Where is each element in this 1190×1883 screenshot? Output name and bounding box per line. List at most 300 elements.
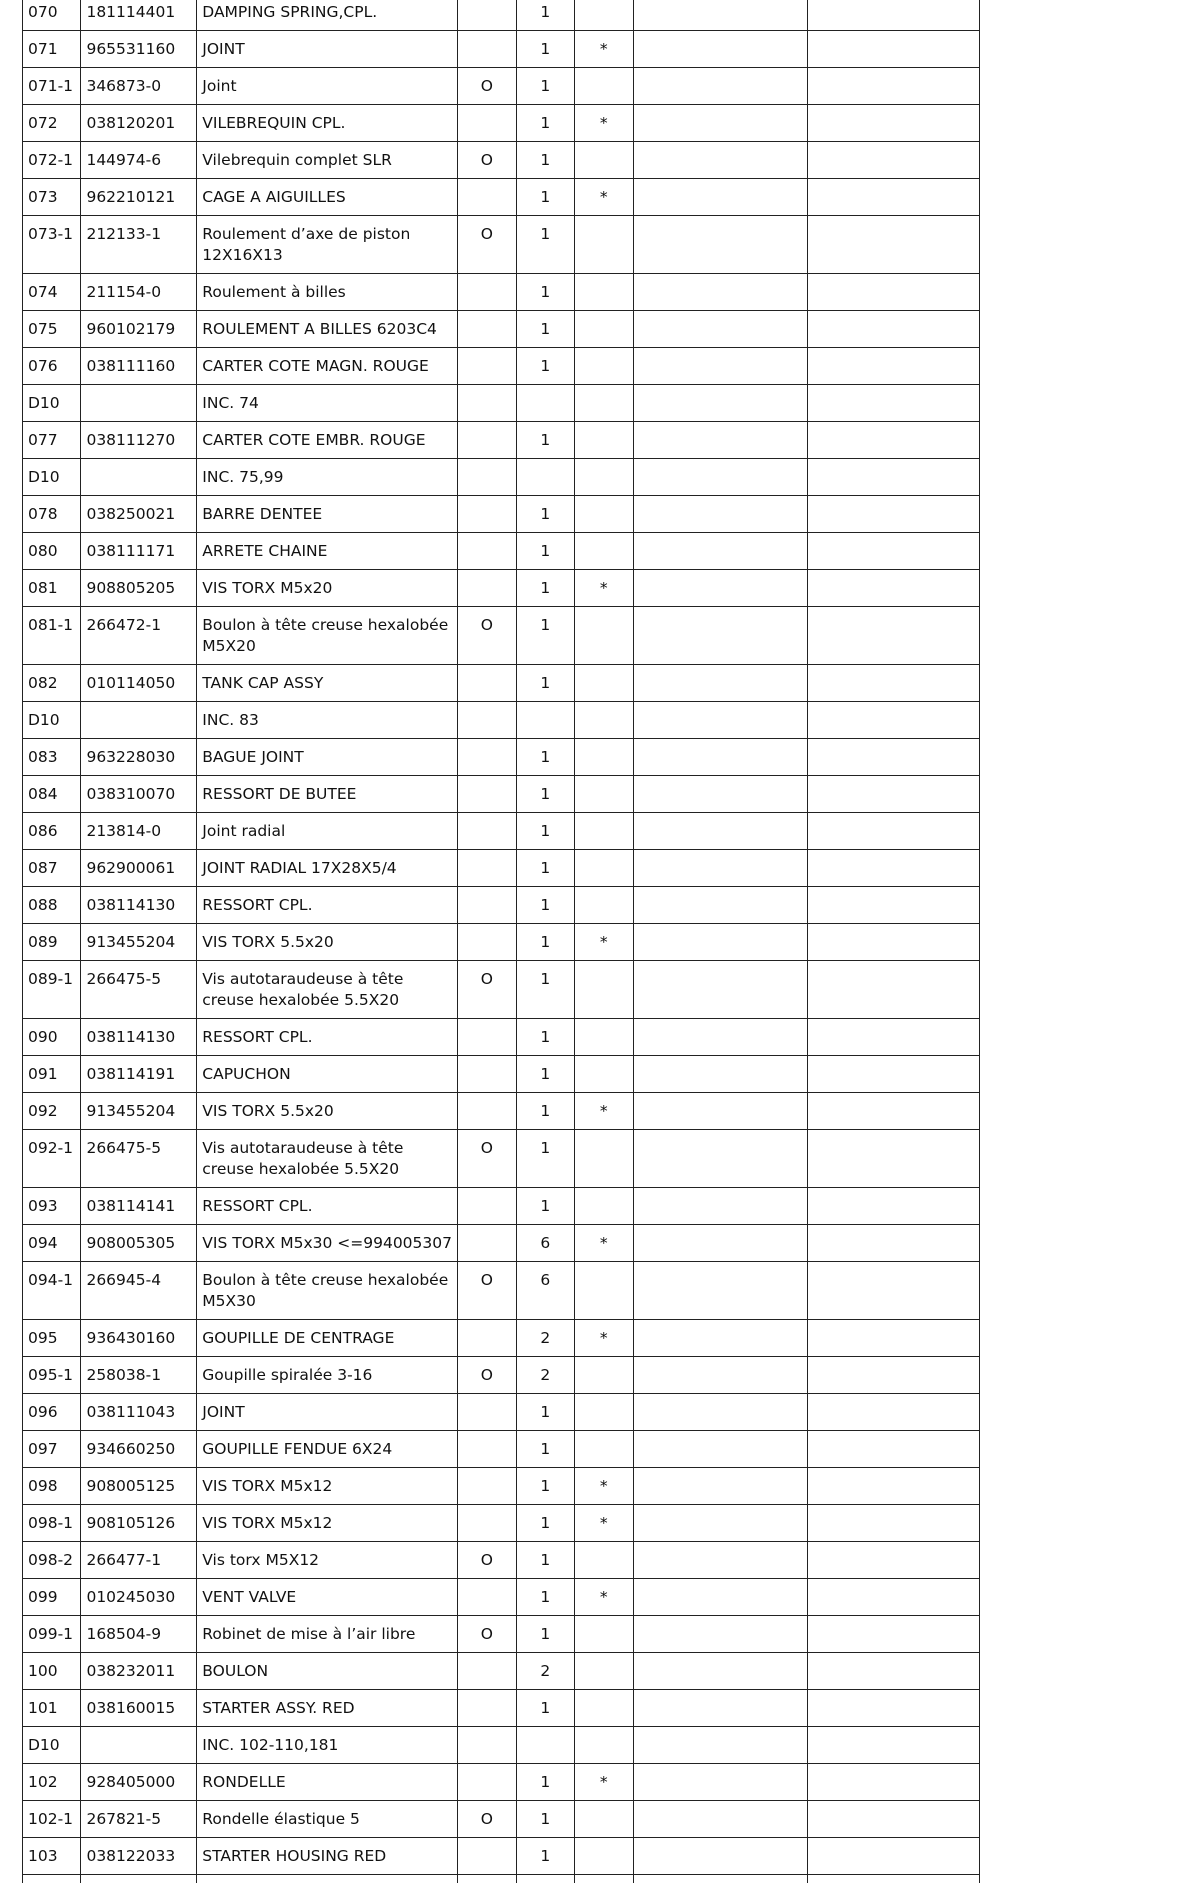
blank-cell-1	[633, 459, 807, 496]
ref-cell: D10	[23, 1727, 81, 1764]
mark-cell	[575, 1727, 633, 1764]
part-number-cell: 266477-1	[81, 1542, 197, 1579]
option-cell	[458, 1188, 516, 1225]
table-row	[23, 1019, 980, 1056]
table-row	[23, 311, 980, 348]
blank-cell-1	[633, 1262, 807, 1320]
blank-cell-2	[807, 1394, 979, 1431]
ref-cell: D10	[23, 702, 81, 739]
blank-cell-2	[807, 142, 979, 179]
description-cell: BARRE DENTEE	[197, 496, 458, 533]
description-cell: INC. 75,99	[197, 459, 458, 496]
part-number-cell: 038111043	[81, 1394, 197, 1431]
mark-cell: *	[575, 1093, 633, 1130]
ref-cell: 071	[23, 31, 81, 68]
table-row	[23, 348, 980, 385]
table-row	[23, 496, 980, 533]
option-cell	[458, 702, 516, 739]
option-cell: O	[458, 1801, 516, 1838]
description-cell: GOUPILLE FENDUE 6X24	[197, 1431, 458, 1468]
continuation-cell	[516, 1875, 574, 1883]
ref-cell: 081-1	[23, 607, 81, 665]
quantity-cell: 2	[516, 1653, 574, 1690]
blank-cell-1	[633, 1320, 807, 1357]
blank-cell-1	[633, 1188, 807, 1225]
ref-cell: 097	[23, 1431, 81, 1468]
description-cell: VIS TORX M5x20	[197, 570, 458, 607]
option-cell	[458, 1320, 516, 1357]
table-row	[23, 1727, 980, 1764]
quantity-cell: 1	[516, 961, 574, 1019]
mark-cell	[575, 607, 633, 665]
blank-cell-1	[633, 1357, 807, 1394]
option-cell: O	[458, 1616, 516, 1653]
option-cell: O	[458, 142, 516, 179]
quantity-cell: 1	[516, 1616, 574, 1653]
mark-cell	[575, 1262, 633, 1320]
part-number-cell: 266945-4	[81, 1262, 197, 1320]
blank-cell-2	[807, 385, 979, 422]
part-number-cell: 038114141	[81, 1188, 197, 1225]
blank-cell-1	[633, 924, 807, 961]
mark-cell	[575, 665, 633, 702]
quantity-cell: 1	[516, 813, 574, 850]
option-cell	[458, 1225, 516, 1262]
ref-cell: 071-1	[23, 68, 81, 105]
option-cell	[458, 533, 516, 570]
table-row	[23, 1838, 980, 1875]
part-number-cell	[81, 1727, 197, 1764]
ref-cell: 073	[23, 179, 81, 216]
ref-cell: D10	[23, 459, 81, 496]
blank-cell-1	[633, 348, 807, 385]
blank-cell-1	[633, 1093, 807, 1130]
blank-cell-1	[633, 1130, 807, 1188]
blank-cell-2	[807, 1542, 979, 1579]
ref-cell: 095	[23, 1320, 81, 1357]
mark-cell	[575, 0, 633, 31]
mark-cell: *	[575, 924, 633, 961]
ref-cell: 088	[23, 887, 81, 924]
quantity-cell	[516, 702, 574, 739]
blank-cell-2	[807, 665, 979, 702]
quantity-cell: 1	[516, 216, 574, 274]
quantity-cell: 1	[516, 1019, 574, 1056]
blank-cell-2	[807, 1468, 979, 1505]
continuation-cell	[197, 1875, 458, 1883]
mark-cell	[575, 1431, 633, 1468]
table-row-continuation	[23, 1875, 980, 1883]
description-cell: Boulon à tête creuse hexalobée M5X20	[197, 607, 458, 665]
table-row	[23, 105, 980, 142]
mark-cell	[575, 311, 633, 348]
blank-cell-2	[807, 850, 979, 887]
blank-cell-1	[633, 216, 807, 274]
ref-cell: 070	[23, 0, 81, 31]
blank-cell-2	[807, 68, 979, 105]
blank-cell-2	[807, 739, 979, 776]
quantity-cell: 1	[516, 1838, 574, 1875]
part-number-cell: 038250021	[81, 496, 197, 533]
ref-cell: 094-1	[23, 1262, 81, 1320]
option-cell	[458, 274, 516, 311]
table-row	[23, 533, 980, 570]
part-number-cell: 266475-5	[81, 1130, 197, 1188]
table-row	[23, 0, 980, 31]
mark-cell	[575, 850, 633, 887]
quantity-cell: 1	[516, 0, 574, 31]
description-cell: JOINT RADIAL 17X28X5/4	[197, 850, 458, 887]
blank-cell-2	[807, 1764, 979, 1801]
ref-cell: 091	[23, 1056, 81, 1093]
table-row	[23, 1616, 980, 1653]
description-cell: VIS TORX 5.5x20	[197, 924, 458, 961]
blank-cell-1	[633, 1764, 807, 1801]
quantity-cell: 1	[516, 1579, 574, 1616]
table-row	[23, 1357, 980, 1394]
ref-cell: 093	[23, 1188, 81, 1225]
blank-cell-1	[633, 105, 807, 142]
part-number-cell: 960102179	[81, 311, 197, 348]
part-number-cell: 913455204	[81, 1093, 197, 1130]
description-cell: Goupille spiralée 3-16	[197, 1357, 458, 1394]
option-cell	[458, 1838, 516, 1875]
blank-cell-2	[807, 1093, 979, 1130]
continuation-cell	[633, 1875, 807, 1883]
ref-cell: 096	[23, 1394, 81, 1431]
quantity-cell: 1	[516, 739, 574, 776]
description-cell: CAPUCHON	[197, 1056, 458, 1093]
blank-cell-2	[807, 1019, 979, 1056]
blank-cell-1	[633, 385, 807, 422]
table-row	[23, 1262, 980, 1320]
mark-cell	[575, 776, 633, 813]
description-cell: RESSORT CPL.	[197, 1188, 458, 1225]
mark-cell	[575, 459, 633, 496]
part-number-cell: 908005125	[81, 1468, 197, 1505]
description-cell: Vis autotaraudeuse à tête creuse hexalobée 5.5X20	[197, 1130, 458, 1188]
quantity-cell: 1	[516, 1505, 574, 1542]
description-cell: VIS TORX M5x12	[197, 1505, 458, 1542]
continuation-cell	[81, 1875, 197, 1883]
option-cell	[458, 1468, 516, 1505]
mark-cell	[575, 1056, 633, 1093]
part-number-cell: 965531160	[81, 31, 197, 68]
quantity-cell: 1	[516, 274, 574, 311]
blank-cell-1	[633, 1653, 807, 1690]
part-number-cell: 038232011	[81, 1653, 197, 1690]
table-row	[23, 1130, 980, 1188]
blank-cell-2	[807, 533, 979, 570]
description-cell: Roulement d’axe de piston 12X16X13	[197, 216, 458, 274]
option-cell: O	[458, 607, 516, 665]
blank-cell-2	[807, 813, 979, 850]
description-cell: Vis torx M5X12	[197, 1542, 458, 1579]
table-row	[23, 1690, 980, 1727]
option-cell	[458, 31, 516, 68]
part-number-cell: 010114050	[81, 665, 197, 702]
quantity-cell: 1	[516, 1801, 574, 1838]
quantity-cell: 1	[516, 496, 574, 533]
blank-cell-1	[633, 422, 807, 459]
blank-cell-1	[633, 570, 807, 607]
option-cell	[458, 1394, 516, 1431]
blank-cell-2	[807, 1320, 979, 1357]
blank-cell-2	[807, 422, 979, 459]
table-row	[23, 1188, 980, 1225]
description-cell: DAMPING SPRING,CPL.	[197, 0, 458, 31]
option-cell	[458, 776, 516, 813]
quantity-cell: 2	[516, 1357, 574, 1394]
quantity-cell: 1	[516, 1188, 574, 1225]
table-row	[23, 1394, 980, 1431]
blank-cell-2	[807, 1838, 979, 1875]
table-row	[23, 961, 980, 1019]
mark-cell	[575, 1188, 633, 1225]
description-cell: ROULEMENT A BILLES 6203C4	[197, 311, 458, 348]
quantity-cell: 1	[516, 1468, 574, 1505]
blank-cell-1	[633, 1838, 807, 1875]
quantity-cell: 1	[516, 179, 574, 216]
option-cell	[458, 348, 516, 385]
mark-cell	[575, 1838, 633, 1875]
quantity-cell: 1	[516, 850, 574, 887]
description-cell: GOUPILLE DE CENTRAGE	[197, 1320, 458, 1357]
description-cell: VILEBREQUIN CPL.	[197, 105, 458, 142]
mark-cell: *	[575, 1764, 633, 1801]
ref-cell: 074	[23, 274, 81, 311]
blank-cell-2	[807, 607, 979, 665]
part-number-cell: 038114130	[81, 887, 197, 924]
part-number-cell	[81, 702, 197, 739]
part-number-cell	[81, 459, 197, 496]
part-number-cell: 908105126	[81, 1505, 197, 1542]
continuation-cell	[23, 1875, 81, 1883]
description-cell: STARTER ASSY. RED	[197, 1690, 458, 1727]
description-cell: VIS TORX 5.5x20	[197, 1093, 458, 1130]
mark-cell	[575, 216, 633, 274]
option-cell	[458, 385, 516, 422]
option-cell	[458, 665, 516, 702]
quantity-cell	[516, 385, 574, 422]
part-number-cell: 928405000	[81, 1764, 197, 1801]
quantity-cell	[516, 1727, 574, 1764]
table-row	[23, 570, 980, 607]
part-number-cell: 962900061	[81, 850, 197, 887]
blank-cell-1	[633, 1225, 807, 1262]
description-cell: CARTER COTE EMBR. ROUGE	[197, 422, 458, 459]
mark-cell	[575, 1653, 633, 1690]
blank-cell-1	[633, 739, 807, 776]
quantity-cell: 1	[516, 105, 574, 142]
ref-cell: 099	[23, 1579, 81, 1616]
table-row	[23, 1320, 980, 1357]
option-cell: O	[458, 68, 516, 105]
ref-cell: 098-1	[23, 1505, 81, 1542]
quantity-cell: 1	[516, 924, 574, 961]
mark-cell	[575, 887, 633, 924]
ref-cell: 099-1	[23, 1616, 81, 1653]
description-cell: ARRETE CHAINE	[197, 533, 458, 570]
part-number-cell: 181114401	[81, 0, 197, 31]
part-number-cell: 010245030	[81, 1579, 197, 1616]
option-cell: O	[458, 1542, 516, 1579]
option-cell	[458, 496, 516, 533]
description-cell: Roulement à billes	[197, 274, 458, 311]
table-row	[23, 1431, 980, 1468]
description-cell: VIS TORX M5x30 <=994005307	[197, 1225, 458, 1262]
mark-cell: *	[575, 1320, 633, 1357]
quantity-cell: 1	[516, 1764, 574, 1801]
option-cell	[458, 924, 516, 961]
quantity-cell: 1	[516, 607, 574, 665]
mark-cell	[575, 274, 633, 311]
blank-cell-1	[633, 1505, 807, 1542]
continuation-cell	[807, 1875, 979, 1883]
quantity-cell: 1	[516, 31, 574, 68]
blank-cell-2	[807, 1616, 979, 1653]
blank-cell-1	[633, 1431, 807, 1468]
description-cell: VIS TORX M5x12	[197, 1468, 458, 1505]
option-cell	[458, 1690, 516, 1727]
ref-cell: 092	[23, 1093, 81, 1130]
mark-cell: *	[575, 1579, 633, 1616]
description-cell: INC. 74	[197, 385, 458, 422]
table-row	[23, 179, 980, 216]
blank-cell-1	[633, 1056, 807, 1093]
mark-cell: *	[575, 570, 633, 607]
blank-cell-1	[633, 274, 807, 311]
blank-cell-2	[807, 1579, 979, 1616]
quantity-cell: 2	[516, 1320, 574, 1357]
ref-cell: 100	[23, 1653, 81, 1690]
blank-cell-1	[633, 702, 807, 739]
description-cell: VENT VALVE	[197, 1579, 458, 1616]
parts-table	[22, 0, 980, 1883]
table-row	[23, 924, 980, 961]
part-number-cell: 962210121	[81, 179, 197, 216]
blank-cell-2	[807, 1188, 979, 1225]
blank-cell-1	[633, 1579, 807, 1616]
mark-cell: *	[575, 1225, 633, 1262]
ref-cell: 076	[23, 348, 81, 385]
part-number-cell: 908005305	[81, 1225, 197, 1262]
option-cell	[458, 1653, 516, 1690]
ref-cell: 089-1	[23, 961, 81, 1019]
blank-cell-2	[807, 496, 979, 533]
quantity-cell: 1	[516, 348, 574, 385]
quantity-cell: 1	[516, 1130, 574, 1188]
blank-cell-1	[633, 496, 807, 533]
table-row	[23, 68, 980, 105]
table-row	[23, 1225, 980, 1262]
mark-cell: *	[575, 105, 633, 142]
part-number-cell: 213814-0	[81, 813, 197, 850]
description-cell: Vilebrequin complet SLR	[197, 142, 458, 179]
blank-cell-2	[807, 311, 979, 348]
table-row	[23, 1468, 980, 1505]
continuation-cell	[575, 1875, 633, 1883]
part-number-cell: 266475-5	[81, 961, 197, 1019]
blank-cell-1	[633, 813, 807, 850]
blank-cell-2	[807, 1357, 979, 1394]
blank-cell-1	[633, 607, 807, 665]
option-cell	[458, 0, 516, 31]
description-cell: RESSORT DE BUTEE	[197, 776, 458, 813]
description-cell: Joint radial	[197, 813, 458, 850]
table-row	[23, 887, 980, 924]
description-cell: RESSORT CPL.	[197, 1019, 458, 1056]
ref-cell: 084	[23, 776, 81, 813]
part-number-cell: 038111270	[81, 422, 197, 459]
mark-cell: *	[575, 179, 633, 216]
blank-cell-1	[633, 850, 807, 887]
table-row	[23, 216, 980, 274]
mark-cell: *	[575, 31, 633, 68]
option-cell	[458, 1764, 516, 1801]
blank-cell-2	[807, 776, 979, 813]
table-row	[23, 776, 980, 813]
option-cell: O	[458, 961, 516, 1019]
option-cell	[458, 739, 516, 776]
description-cell: BAGUE JOINT	[197, 739, 458, 776]
blank-cell-1	[633, 665, 807, 702]
mark-cell	[575, 142, 633, 179]
blank-cell-1	[633, 776, 807, 813]
quantity-cell: 1	[516, 533, 574, 570]
option-cell	[458, 813, 516, 850]
ref-cell: 087	[23, 850, 81, 887]
part-number-cell: 212133-1	[81, 216, 197, 274]
mark-cell	[575, 1616, 633, 1653]
table-row	[23, 142, 980, 179]
parts-list-page	[22, 0, 980, 1883]
description-cell: Joint	[197, 68, 458, 105]
blank-cell-2	[807, 105, 979, 142]
part-number-cell: 934660250	[81, 1431, 197, 1468]
description-cell: CAGE A AIGUILLES	[197, 179, 458, 216]
part-number-cell: 038160015	[81, 1690, 197, 1727]
blank-cell-1	[633, 311, 807, 348]
ref-cell: 089	[23, 924, 81, 961]
blank-cell-2	[807, 1801, 979, 1838]
table-row	[23, 607, 980, 665]
blank-cell-1	[633, 1616, 807, 1653]
ref-cell: 073-1	[23, 216, 81, 274]
blank-cell-2	[807, 924, 979, 961]
blank-cell-2	[807, 570, 979, 607]
mark-cell	[575, 533, 633, 570]
quantity-cell: 1	[516, 1431, 574, 1468]
table-row	[23, 1579, 980, 1616]
blank-cell-1	[633, 1019, 807, 1056]
blank-cell-1	[633, 961, 807, 1019]
table-row	[23, 1801, 980, 1838]
table-row	[23, 702, 980, 739]
part-number-cell: 038120201	[81, 105, 197, 142]
table-row	[23, 739, 980, 776]
blank-cell-1	[633, 887, 807, 924]
option-cell	[458, 422, 516, 459]
part-number-cell: 144974-6	[81, 142, 197, 179]
table-row	[23, 1542, 980, 1579]
table-row	[23, 850, 980, 887]
blank-cell-1	[633, 1801, 807, 1838]
option-cell: O	[458, 216, 516, 274]
option-cell	[458, 311, 516, 348]
part-number-cell: 266472-1	[81, 607, 197, 665]
table-row	[23, 813, 980, 850]
